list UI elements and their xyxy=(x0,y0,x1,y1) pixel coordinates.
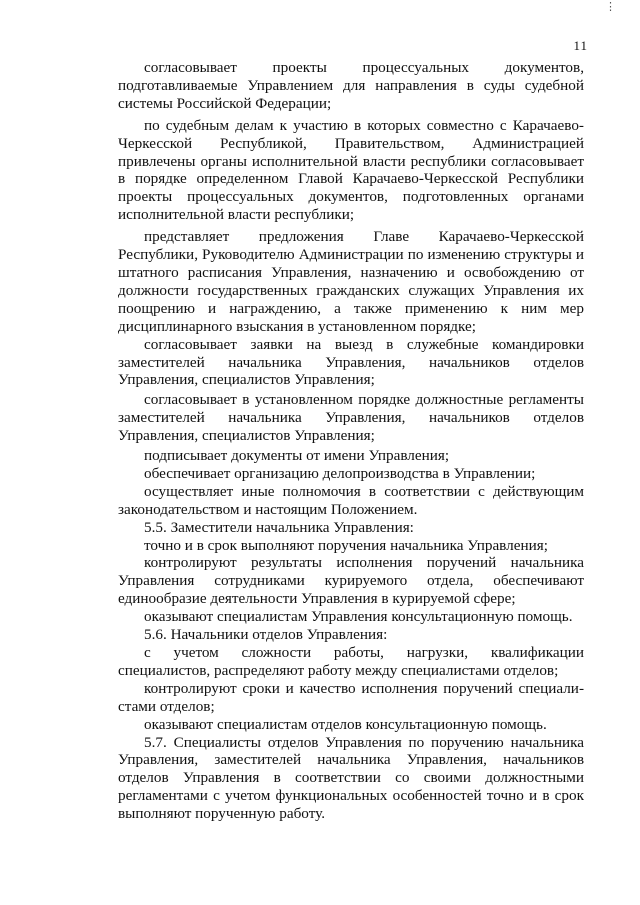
section-heading: 5.6. Начальники отделов Управления: xyxy=(144,626,388,644)
document-body xyxy=(118,59,584,823)
paragraph: контролируют результаты исполнения поручений начальника Управления сотрудниками курируемого отдела, обеспечивают единообразие деятельности Управления в курируемой сфере; xyxy=(118,554,584,608)
paragraph: оказывают специалистам отделов консультационную помощь. xyxy=(144,715,547,733)
paragraph: обеспечивает организацию делопроизводства в Управлении; xyxy=(144,464,536,482)
paragraph: по судебным делам к участию в которых совместно с Карачаево-Черкесской Республикой, Правительством, Администрацией привлечены органы исполнительной власти республики согласовывает в порядке определенном Главой Карачаево-Черкесской Республики проекты процессуальных документов, подготовленных органами исполнительной власти республики; xyxy=(118,116,584,224)
paragraph: согласовывает проекты процессуальных документов, подготавливаемые Управлением для направления в суды судебной системы Российской Федерации; xyxy=(118,59,584,112)
paragraph: представляет предложения Главе Карачаево-Черкесской Республики, Руководителю Администрации по изменению структуры и штатного расписания Управления, назначению и освобождению от должности государственных гражданских служащих Управления их поощрению и награждению, а также применению к ним мер дисциплинарного взыскания в установленном порядке; xyxy=(118,228,584,335)
paragraph: 5.7. Специалисты отделов Управления по поручению начальника Управления, заместителей начальника Управления, начальников отделов Управления в соответствии со своими должностными регламентами с учетом функциональных особенностей точно и в срок выполняют порученную работу. xyxy=(118,733,584,823)
paragraph: подписывает документы от имени Управления; xyxy=(144,447,450,465)
section-heading: 5.5. Заместители начальника Управления: xyxy=(144,518,414,536)
paragraph: согласовывает заявки на выезд в служебные командировки заместителей начальника Управления, начальников отделов Управления, специалистов Управления; xyxy=(118,335,584,389)
margin-marks: ⋮ xyxy=(605,1,616,13)
paragraph: точно и в срок выполняют поручения начальника Управления; xyxy=(144,536,548,554)
page-number: 11 xyxy=(573,38,588,53)
paragraph: осуществляет иные полномочия в соответствии с действующим законодательством и настоящим Положением. xyxy=(118,482,584,518)
paragraph: с учетом сложности работы, нагрузки, квалификации специалистов, распределяют работу между специалистами отделов; xyxy=(118,644,584,679)
paragraph: контролируют сроки и качество исполнения поручений специалистами отделов; xyxy=(118,679,584,715)
paragraph: согласовывает в установленном порядке должностные регламенты заместителей начальника Управления, начальников отделов Управления, специалистов Управления; xyxy=(118,391,584,445)
paragraph: оказывают специалистам Управления консультационную помощь. xyxy=(144,608,573,626)
